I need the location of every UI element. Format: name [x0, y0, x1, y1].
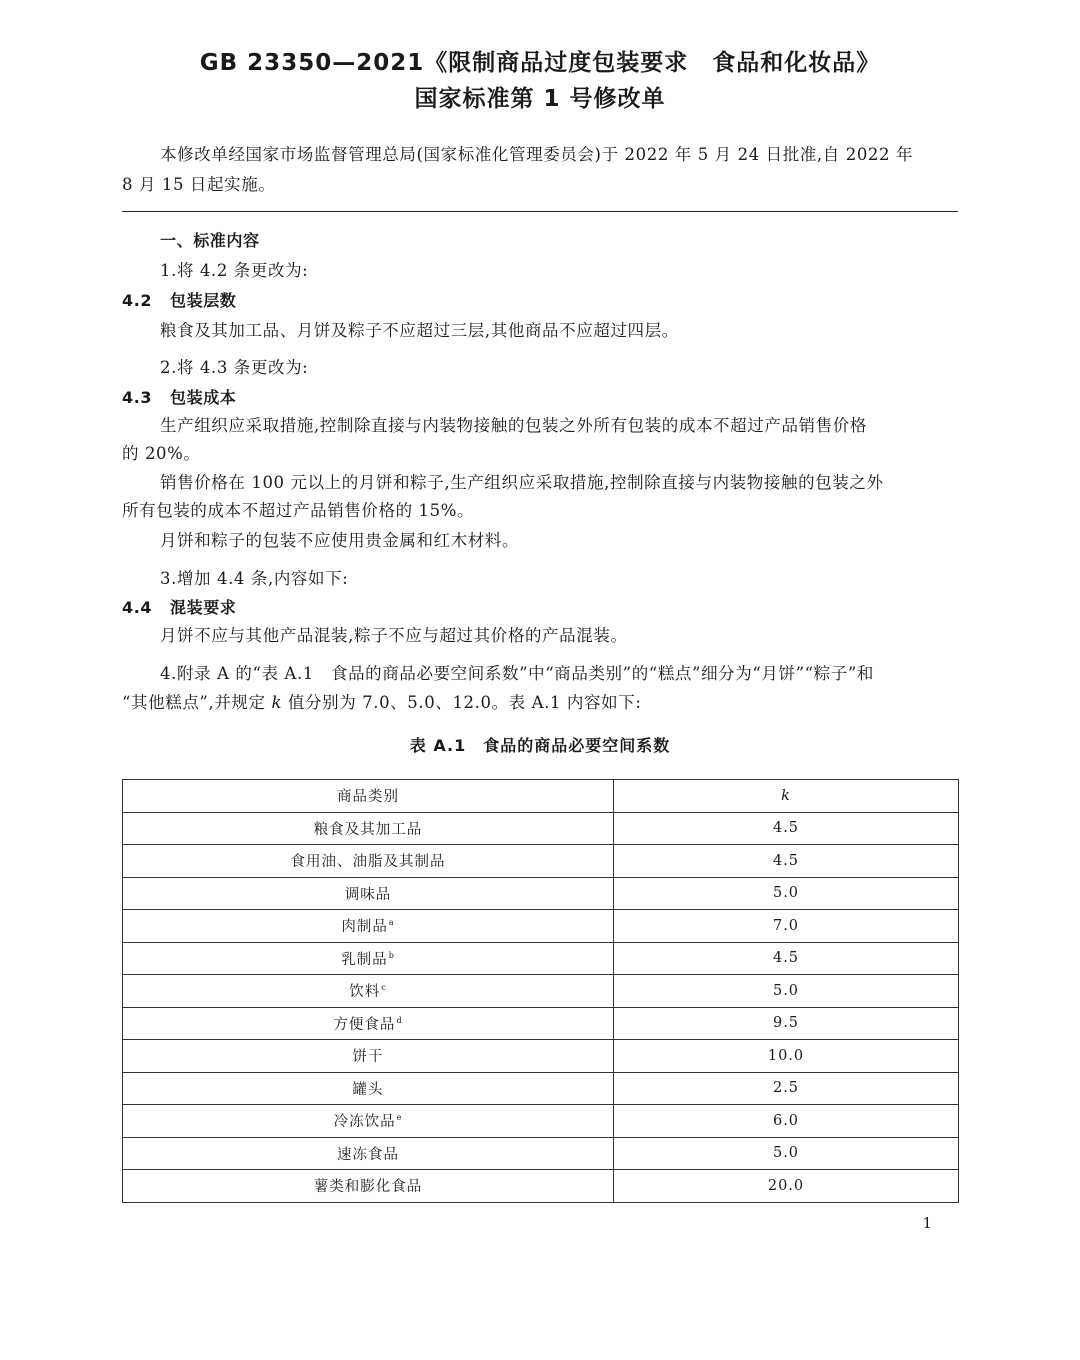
category-cell — [123, 1137, 614, 1170]
table-row — [123, 1007, 959, 1040]
footnote-marker: c — [381, 983, 387, 993]
category-text: 方便食品 — [333, 1016, 396, 1033]
k-symbol: k — [271, 693, 283, 712]
item-4-line2 — [122, 688, 958, 718]
footnote-marker: b — [388, 950, 395, 960]
category-text: 乳制品 — [341, 951, 388, 968]
table-row — [123, 1072, 959, 1105]
k-value-cell: 5.0 — [614, 1137, 959, 1170]
clause-number: 4.3 — [122, 388, 153, 407]
footnote-marker: a — [388, 918, 395, 928]
table-row — [123, 975, 959, 1008]
clause-title: 包装层数 — [170, 291, 237, 310]
category-cell — [123, 1170, 614, 1203]
k-value-cell: 2.5 — [614, 1072, 959, 1105]
k-value-cell: 20.0 — [614, 1170, 959, 1203]
column-header-category: 商品类别 — [123, 780, 614, 813]
coefficient-table — [122, 779, 959, 1203]
category-cell — [123, 1040, 614, 1073]
table-row — [123, 1170, 959, 1203]
document-title-line2: 国家标准第 1 号修改单 — [414, 86, 666, 112]
table-row — [123, 877, 959, 910]
table-row — [123, 910, 959, 943]
category-text: 罐头 — [352, 1081, 384, 1098]
item-4-line2-part2: 值分别为 7.0、5.0、12.0。表 A.1 内容如下: — [282, 693, 642, 712]
clause-title: 混装要求 — [170, 598, 237, 617]
category-cell — [123, 1007, 614, 1040]
column-header-k — [614, 780, 959, 813]
category-text: 调味品 — [344, 886, 392, 903]
clause-number: 4.2 — [122, 291, 153, 310]
page-number: 1 — [922, 1214, 932, 1232]
k-value-cell: 5.0 — [614, 877, 959, 910]
document-title-line1: GB 23350—2021《限制商品过度包装要求 食品和化妆品》 — [199, 50, 881, 76]
category-text: 饼干 — [352, 1049, 384, 1066]
footnote-marker: e — [396, 1113, 403, 1123]
table-row — [123, 845, 959, 878]
clause-4-3-para2-line1: 销售价格在 100 元以上的月饼和粽子,生产组织应采取措施,控制除直接与内装物接触的包装之外 — [160, 473, 884, 492]
category-cell — [123, 942, 614, 975]
item-1: 1.将 4.2 条更改为: — [160, 261, 309, 280]
clause-4-2-text: 粮食及其加工品、月饼及粽子不应超过三层,其他商品不应超过四层。 — [160, 321, 679, 340]
category-cell — [123, 910, 614, 943]
clause-number: 4.4 — [122, 598, 153, 617]
category-text: 冷冻饮品 — [333, 1114, 396, 1131]
category-cell — [123, 1105, 614, 1138]
category-text: 速冻食品 — [337, 1146, 399, 1163]
category-text: 饮料 — [349, 984, 381, 1001]
clause-4-3-heading — [122, 383, 958, 413]
table-row — [123, 1040, 959, 1073]
category-cell — [123, 877, 614, 910]
k-value-cell: 4.5 — [614, 812, 959, 845]
clause-4-3-para3: 月饼和粽子的包装不应使用贵金属和红木材料。 — [160, 531, 520, 550]
table-row — [123, 942, 959, 975]
category-text: 肉制品 — [341, 919, 388, 936]
table-row — [123, 1137, 959, 1170]
clause-4-4-text: 月饼不应与其他产品混装,粽子不应与超过其价格的产品混装。 — [160, 626, 628, 645]
k-value-cell: 5.0 — [614, 975, 959, 1008]
separator-rule — [122, 211, 958, 212]
table-row — [123, 812, 959, 845]
category-cell — [123, 975, 614, 1008]
clause-4-3-para1-line2: 的 20%。 — [122, 444, 201, 463]
section-heading: 一、标准内容 — [160, 231, 260, 250]
clause-4-3-para1-line1: 生产组织应采取措施,控制除直接与内装物接触的包装之外所有包装的成本不超过产品销售价格 — [160, 416, 867, 435]
k-value-cell: 6.0 — [614, 1105, 959, 1138]
clause-4-3-para2-line2: 所有包装的成本不超过产品销售价格的 15%。 — [122, 501, 475, 520]
item-4-line2-part1: “其他糕点”,并规定 — [122, 693, 272, 712]
k-value-cell: 9.5 — [614, 1007, 959, 1040]
item-2: 2.将 4.3 条更改为: — [160, 358, 309, 377]
item-4-line1: 4.附录 A 的“表 A.1 食品的商品必要空间系数”中“商品类别”的“糕点”细分为“月饼”“粽子”和 — [160, 664, 875, 683]
footnote-marker: d — [396, 1015, 403, 1025]
k-value-cell: 4.5 — [614, 942, 959, 975]
intro-line2: 8 月 15 日起实施。 — [122, 175, 276, 194]
table-caption: 表 A.1 食品的商品必要空间系数 — [409, 736, 671, 755]
category-text: 薯类和膨化食品 — [313, 1179, 423, 1196]
category-cell — [123, 845, 614, 878]
k-value-cell: 10.0 — [614, 1040, 959, 1073]
table-header-row — [123, 780, 959, 813]
table-row — [123, 1105, 959, 1138]
category-cell — [123, 1072, 614, 1105]
k-symbol: k — [781, 787, 791, 804]
k-value-cell: 4.5 — [614, 845, 959, 878]
category-cell — [123, 812, 614, 845]
category-text: 食用油、油脂及其制品 — [290, 854, 446, 871]
clause-4-2-heading — [122, 286, 958, 316]
clause-4-4-heading — [122, 593, 958, 623]
intro-line1: 本修改单经国家市场监督管理总局(国家标准化管理委员会)于 2022 年 5 月 24 日批准,自 2022 年 — [160, 145, 914, 164]
k-value-cell: 7.0 — [614, 910, 959, 943]
category-text: 粮食及其加工品 — [313, 821, 423, 838]
item-3: 3.增加 4.4 条,内容如下: — [160, 569, 349, 588]
clause-title: 包装成本 — [170, 388, 237, 407]
